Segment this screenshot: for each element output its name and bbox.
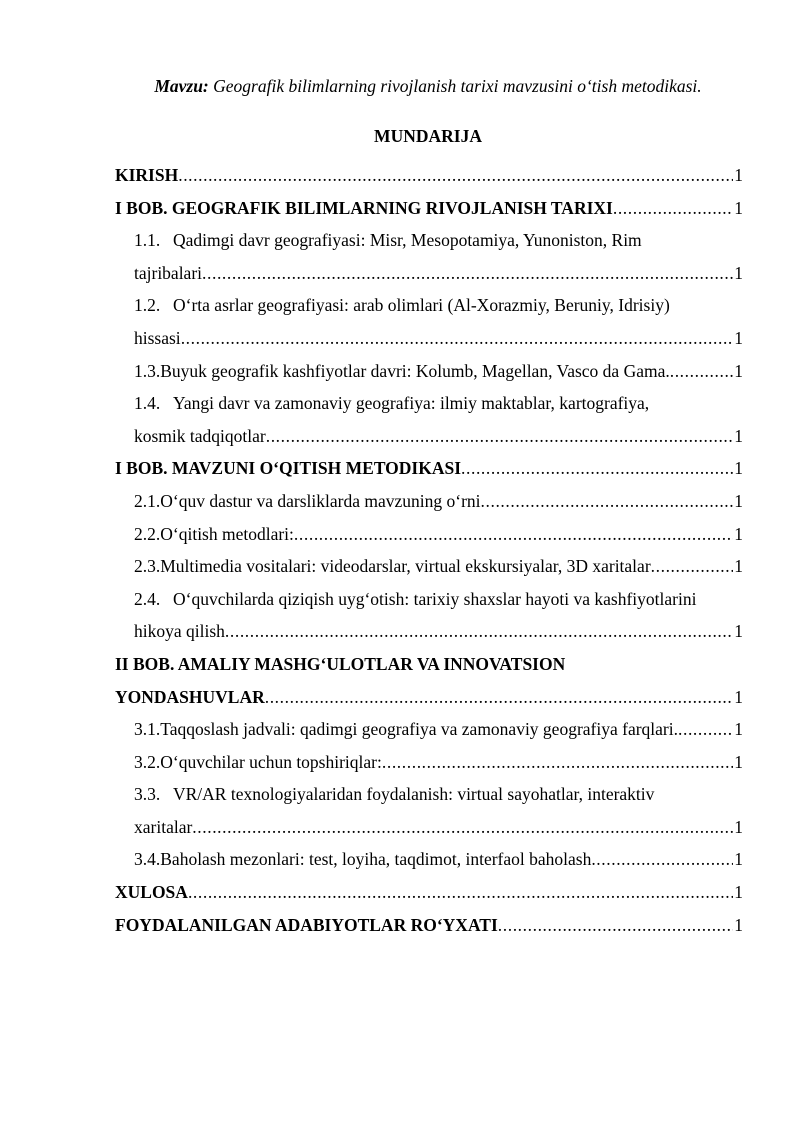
- dot-leader: [613, 192, 733, 225]
- section-number: 1.2.: [134, 295, 161, 316]
- section-number: 1.3.: [134, 360, 161, 381]
- dot-leader: [202, 257, 733, 290]
- toc-entry-title: I BOB. GEOGRAFIK BILIMLARNING RIVOJLANISH TARIXI: [115, 197, 613, 218]
- page-number: 1: [734, 816, 743, 837]
- section-number: 1.1.: [134, 230, 161, 251]
- section-number: 3.2.: [134, 751, 161, 772]
- toc-entry-title: Buyuk geografik kashfiyotlar davri: Kolumb, Magellan, Vasco da Gama.: [160, 360, 670, 381]
- toc-entry-1-4-line1[interactable]: [115, 387, 743, 420]
- section-number: 3.4.: [134, 849, 161, 870]
- toc-entry-title: Multimedia vositalari: videodarslar, virtual ekskursiyalar, 3D xaritalar: [160, 556, 651, 577]
- page-number: 1: [734, 327, 743, 348]
- dot-leader: [461, 452, 733, 485]
- toc-entry-title: FOYDALANILGAN ADABIYOTLAR RO‘YXATI: [115, 914, 498, 935]
- page-number: 1: [734, 458, 743, 479]
- dot-leader: [181, 322, 734, 355]
- toc-entry-3-3-line2[interactable]: [115, 811, 743, 844]
- toc-entry-1-1-line1[interactable]: [115, 224, 743, 257]
- subject-text: Geografik bilimlarning rivojlanish tarixi mavzusini o‘tish metodikasi.: [208, 76, 702, 96]
- dot-leader: [382, 746, 733, 779]
- subject-label: Mavzu:: [154, 76, 209, 96]
- dot-leader: [294, 518, 733, 551]
- toc-entry-title: II BOB. AMALIY MASHG‘ULOTLAR VA INNOVATSION: [115, 653, 566, 674]
- subject-line: [0, 75, 800, 97]
- toc-entry-title-cont: hikoya qilish: [134, 621, 225, 642]
- toc-entry-title: O‘rta asrlar geografiyasi: arab olimlari (Al-Xorazmiy, Beruniy, Idrisiy): [173, 295, 670, 316]
- page-number: 1: [734, 425, 743, 446]
- page-number: 1: [734, 621, 743, 642]
- toc-entry-2-3[interactable]: [115, 550, 743, 583]
- toc-entry-chapter-2[interactable]: [115, 452, 743, 485]
- toc-entry-3-1[interactable]: [115, 713, 743, 746]
- dot-leader: [192, 811, 733, 844]
- toc-entry-2-2[interactable]: [115, 518, 743, 551]
- page-number: 1: [734, 751, 743, 772]
- toc-entry-chapter-1[interactable]: [115, 192, 743, 225]
- toc-entry-title-cont: tajribalari: [134, 262, 203, 283]
- section-number: 2.1.: [134, 490, 161, 511]
- toc-entry-chapter-3-line2[interactable]: [115, 681, 743, 714]
- dot-leader: [266, 420, 734, 453]
- page-number: 1: [734, 686, 743, 707]
- dot-leader: [678, 713, 733, 746]
- page-number: 1: [734, 262, 743, 283]
- page-number: 1: [734, 882, 743, 903]
- page-number: 1: [734, 556, 743, 577]
- dot-leader: [591, 843, 733, 876]
- toc-entry-title: O‘qitish metodlari:: [160, 523, 294, 544]
- toc-entry-title-cont: xaritalar: [134, 816, 193, 837]
- toc-entry-title: XULOSA: [115, 882, 188, 903]
- toc-entry-2-4-line2[interactable]: [115, 615, 743, 648]
- toc-heading: MUNDARIJA: [374, 126, 482, 146]
- toc-entry-chapter-3-line1[interactable]: [115, 648, 743, 681]
- page-number: 1: [734, 914, 743, 935]
- page-number: 1: [734, 197, 743, 218]
- dot-leader: [481, 485, 734, 518]
- toc-entry-title: Taqqoslash jadvali: qadimgi geografiya va zamonaviy geografiya farqlari.: [160, 719, 678, 740]
- table-of-contents: [115, 159, 743, 941]
- toc-entry-references[interactable]: [115, 909, 743, 942]
- toc-entry-1-4-line2[interactable]: [115, 420, 743, 453]
- toc-entry-1-2-line1[interactable]: [115, 289, 743, 322]
- toc-entry-3-3-line1[interactable]: [115, 778, 743, 811]
- toc-entry-title: VR/AR texnologiyalaridan foydalanish: virtual sayohatlar, interaktiv: [173, 784, 655, 805]
- page-number: 1: [734, 165, 743, 185]
- toc-entry-title: Baholash mezonlari: test, loyiha, taqdimot, interfaol baholash: [160, 849, 592, 870]
- dot-leader: [670, 355, 734, 388]
- section-number: 2.3.: [134, 556, 161, 577]
- dot-leader: [225, 615, 733, 648]
- dot-leader: [188, 876, 733, 909]
- toc-entry-title: I BOB. MAVZUNI O‘QITISH METODIKASI: [115, 458, 462, 479]
- page-number: 1: [734, 523, 743, 544]
- toc-entry-title: O‘quvchilar uchun topshiriqlar:: [160, 751, 382, 772]
- toc-entry-kirish[interactable]: [115, 159, 743, 192]
- section-number: 2.2.: [134, 523, 161, 544]
- toc-entry-title-cont: hissasi: [134, 327, 181, 348]
- toc-entry-title: Yangi davr va zamonaviy geografiya: ilmiy maktablar, kartografiya,: [173, 393, 650, 414]
- toc-entry-1-2-line2[interactable]: [115, 322, 743, 355]
- toc-entry-2-4-line1[interactable]: [115, 583, 743, 616]
- section-number: 3.1.: [134, 719, 161, 740]
- toc-entry-title-cont: kosmik tadqiqotlar: [134, 425, 266, 446]
- toc-entry-title: O‘quvchilarda qiziqish uyg‘otish: tarixiy shaxslar hayoti va kashfiyotlarini: [173, 588, 697, 609]
- toc-entry-title: KIRISH: [115, 165, 179, 185]
- section-number: 2.4.: [134, 588, 161, 609]
- section-number: 1.4.: [134, 393, 161, 414]
- toc-entry-1-3[interactable]: [115, 355, 743, 388]
- section-number: 3.3.: [134, 784, 161, 805]
- toc-entry-2-1[interactable]: [115, 485, 743, 518]
- page-number: 1: [734, 849, 743, 870]
- toc-entry-xulosa[interactable]: [115, 876, 743, 909]
- toc-entry-title: Qadimgi davr geografiyasi: Misr, Mesopotamiya, Yunoniston, Rim: [173, 230, 642, 251]
- dot-leader: [265, 681, 734, 714]
- page-number: 1: [734, 360, 743, 381]
- dot-leader: [651, 550, 734, 583]
- toc-entry-3-2[interactable]: [115, 746, 743, 779]
- toc-entry-title: O‘quv dastur va darsliklarda mavzuning o‘rni: [160, 490, 481, 511]
- toc-entry-1-1-line2[interactable]: [115, 257, 743, 290]
- dot-leader: [498, 909, 733, 942]
- page-number: 1: [734, 719, 743, 740]
- toc-entry-title-cont: YONDASHUVLAR: [115, 686, 265, 707]
- dot-leader: [178, 159, 733, 192]
- toc-entry-3-4[interactable]: [115, 843, 743, 876]
- page-number: 1: [734, 490, 743, 511]
